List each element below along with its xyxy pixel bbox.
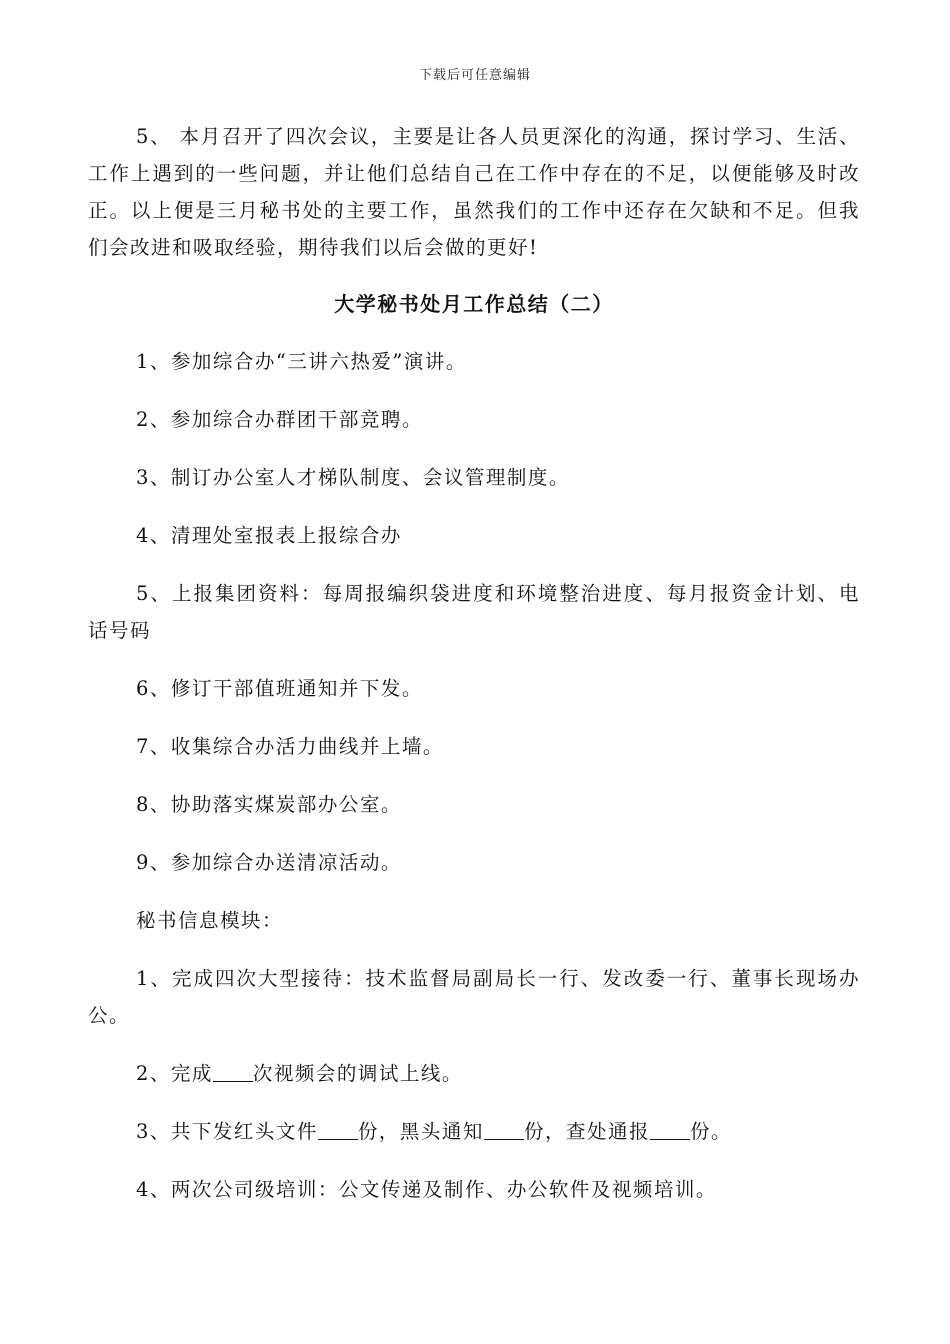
work-item-4: 4、清理处室报表上报综合办 [136, 524, 402, 547]
fill-blank [318, 1117, 358, 1140]
secretary-item-3-part1: 3、共下发红头文件 [136, 1120, 318, 1143]
secretary-item-2 [88, 1055, 860, 1092]
secretary-module-heading: 秘书信息模块： [136, 909, 284, 932]
work-item-2: 2、参加综合办群团干部竞聘。 [136, 408, 423, 431]
secretary-item-3 [88, 1113, 860, 1150]
secretary-item-3-part2: 份，黑头通知 [357, 1120, 484, 1143]
section-title: 大学秘书处月工作总结（二） [334, 292, 614, 316]
fill-blank [213, 1059, 253, 1082]
secretary-item-2-before: 2、完成 [136, 1062, 213, 1085]
work-item-9: 9、参加综合办送清凉活动。 [136, 851, 402, 874]
document-body [88, 118, 860, 1229]
work-item-5: 5、上报集团资料：每周报编织袋进度和环境整治进度、每月报资金计划、电话号码 [88, 582, 860, 642]
secretary-item-1: 1、完成四次大型接待：技术监督局副局长一行、发改委一行、董事长现场办公。 [88, 967, 860, 1027]
fill-blank [650, 1117, 690, 1140]
fill-blank [484, 1117, 524, 1140]
secretary-item-2-after: 次视频会的调试上线。 [252, 1062, 463, 1085]
work-item-3: 3、制订办公室人才梯队制度、会议管理制度。 [136, 466, 570, 489]
secretary-item-3-part4: 份。 [689, 1120, 732, 1143]
intro-paragraph: 5、 本月召开了四次会议，主要是让各人员更深化的沟通，探讨学习、生活、工作上遇到的一些问题，并让他们总结自己在工作中存在的不足，以便能够及时改正。以上便是三月秘书处的主要工作，虽然我们的工作中还存在欠缺和不足。但我们会改进和吸取经验，期待我们以后会做的更好! [88, 125, 860, 259]
work-item-8: 8、协助落实煤炭部办公室。 [136, 793, 402, 816]
secretary-item-3-part3: 份，查处通报 [523, 1120, 650, 1143]
work-item-1: 1、参加综合办“三讲六热爱”演讲。 [136, 350, 467, 373]
secretary-item-4: 4、两次公司级培训：公文传递及制作、办公软件及视频培训。 [136, 1178, 717, 1201]
page-header: 下载后可任意编辑 [418, 68, 531, 83]
work-item-7: 7、收集综合办活力曲线并上墙。 [136, 735, 444, 758]
work-item-6: 6、修订干部值班通知并下发。 [136, 677, 423, 700]
